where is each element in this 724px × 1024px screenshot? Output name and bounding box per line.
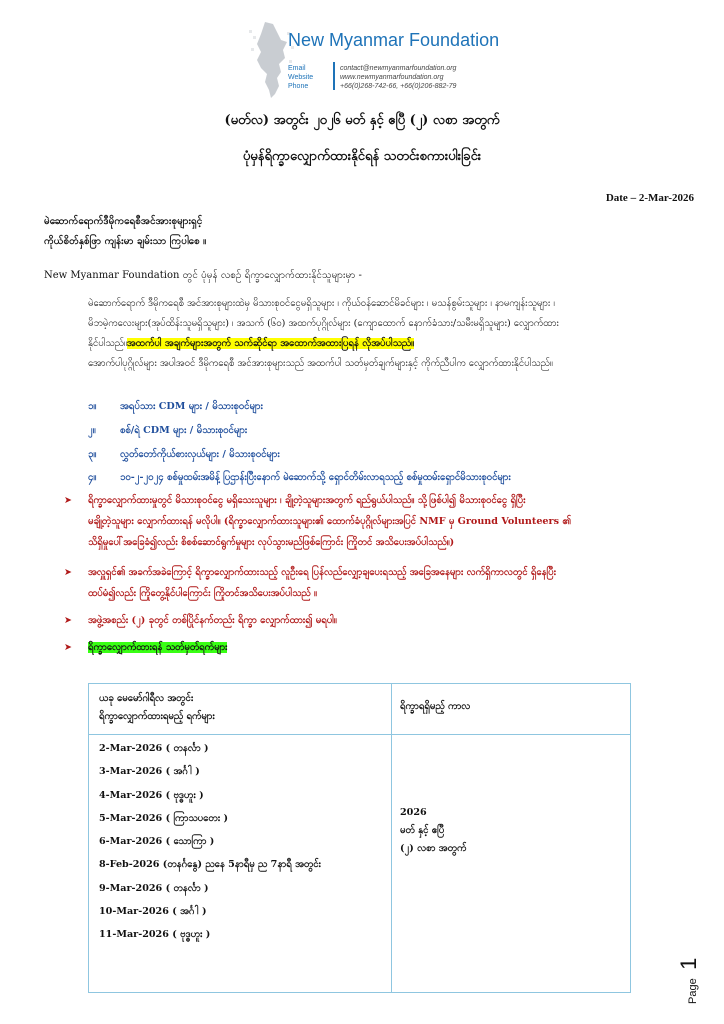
page-footer: [676, 958, 702, 1004]
intro-line: New Myanmar Foundation တွင် ပုံမှန် လစဉ် ရိက္ခာလျှောက်ထားနိုင်သူများမှာ -: [44, 270, 362, 281]
bullet-item-dates-heading: [64, 637, 704, 658]
para-line-2: မိဘမဲ့ကလေးများ(အုပ်ထိန်းသူမရှိသူများ) ၊ အသက် (၆၀) အထက်ပုဂ္ဂိုလ်များ (ကျောထောက် နောက်ခံသား/သမီးမရှိသူများ) လျှောက်ထား: [88, 318, 559, 329]
list-item-number: ၃။: [88, 449, 97, 460]
contact-divider: [333, 62, 335, 90]
ration-period-year: 2026: [400, 807, 427, 818]
page-number: 1: [676, 957, 701, 970]
table-header-dates-line-1: ယခု မေမော်ဂါရီလ အတွင်း: [99, 693, 194, 704]
arrow-bullet-icon: ➤: [64, 495, 73, 506]
bullet-2-line-2: ထပ်မံ၍လည်း ကြိုတွေ့နိုင်ပါကြောင်း ကြိုတင်အသိပေးအပ်ပါသည် ။: [88, 588, 317, 599]
list-item-text: စစ်/ရဲ CDM များ / မိသားစုဝင်များ: [120, 425, 248, 436]
list-item-text: ၁၀-၂-၂၀၂၄ စစ်မှုထမ်းအမိန့် ပြဌာန်းပြီးနောက် မဲဆောက်သို့ ရှောင်တိမ်းလာရသည့် စစ်မှုထမ်းရှောင်မိသားစုဝင်များ: [120, 472, 511, 483]
list-item-number: ၂။: [88, 425, 96, 436]
bullet-item-donor-note: [64, 562, 704, 604]
dates-heading-highlight: ရိက္ခာလျှောက်ထားရန် သတ်မှတ်ရက်များ: [88, 642, 228, 653]
arrow-bullet-icon: ➤: [64, 567, 73, 578]
bullet-2-line-1: အလှူရှင်၏ အခက်အခဲကြောင့် ရိက္ခာလျှောက်ထားသည့် လူဦးရေ ပြန်လည်လျှော့ချပေးရသည့် အခြေအနေများ လက်ရှိကာလတွင် ရှိနေပြီး: [88, 567, 557, 578]
table-header-period: ရိက္ခာရရှိမည့် ကာလ: [400, 701, 471, 712]
table-row: 5-Mar-2026 ( ကြာသပတေး ): [99, 813, 229, 824]
ration-period-months: မတ် နှင့် ဧပြီ: [400, 825, 445, 836]
table-header-dates: [99, 690, 215, 726]
contact-values: [340, 64, 456, 91]
ration-period: [400, 804, 466, 858]
table-header-dates-line-2: ရိက္ခာလျှောက်ထားရမည့် ရက်များ: [99, 711, 215, 722]
bullet-item-one-org: [64, 610, 704, 631]
eligibility-paragraph: [88, 294, 698, 374]
table-row: 4-Mar-2026 ( ဗုဒ္ဓဟူး ): [99, 790, 204, 801]
title-line-1: (မတ်လ) အတွင်း ၂၀၂၆ မတ် နှင့် ဧပြီ (၂) လစာ အတွက်: [224, 113, 500, 128]
org-name: New Myanmar Foundation: [288, 30, 500, 50]
table-row: 9-Mar-2026 ( တနင်္လာ ): [99, 883, 209, 894]
evidence-required-highlight: အထက်ပါ အချက်များအတွက် သက်ဆိုင်ရာ အထောက်အထားပြရန် လိုအပ်ပါသည်။: [126, 338, 415, 349]
ration-period-duration: (၂) လစာ အတွက်: [400, 843, 467, 854]
contact-email[interactable]: contact@newmyanmarfoundation.org: [340, 65, 457, 72]
contact-label-website: Website: [288, 74, 314, 81]
bullet-item-eligibility-note: [64, 490, 704, 553]
table-header-divider: [89, 734, 630, 735]
list-item-text: လွှတ်တော်ကိုယ်စားလှယ်များ / မိသားစုဝင်များ: [120, 449, 280, 460]
para-line-3-text: နိုင်ပါသည်။: [88, 338, 127, 349]
bullet-1-line-2: မချို့တဲ့သူများ လျှောက်ထားရန် မလိုပါ။ (ရိက္ခာလျှောက်ထားသူများ၏ ထောက်ခံပုဂ္ဂိုလ်များအပြင် NMF မှ Ground Volunteers ၏: [88, 516, 571, 527]
bullet-1-line-3: သိရှိမှုပေါ်အခြေခံ၍လည်း စိစစ်ဆောင်ရွက်မှုများ လုပ်သွားမည်ဖြစ်ကြောင်း ကြိုတင် အသိပေးအပ်ပါသည်။): [88, 537, 455, 548]
list-item: [88, 448, 280, 462]
list-item-number: ၄။: [88, 472, 97, 483]
list-item-text: အရပ်သား CDM များ / မိသားစုဝင်များ: [120, 401, 263, 412]
contact-label-email: Email: [288, 65, 306, 72]
contact-phone: +66(0)268-742-66, +66(0)206-882-79: [340, 83, 457, 90]
bullet-3-text: အဖွဲ့အစည်း (၂) ခုတွင် တစ်ပြိုင်နက်တည်း ရိက္ခာ လျှောက်ထား၍ မရပါ။: [88, 615, 337, 626]
table-row: 8-Feb-2026 (တနင်္ဂနွေ) ညနေ 5နာရီမှ ည 7နာရီ အတွင်း: [99, 859, 321, 870]
list-item: [88, 400, 263, 414]
arrow-bullet-icon: ➤: [64, 642, 73, 653]
table-row: 11-Mar-2026 ( ဗုဒ္ဓဟူး ): [99, 929, 211, 940]
table-row: 6-Mar-2026 ( သောကြာ ): [99, 836, 215, 847]
list-item: [88, 424, 247, 438]
para-line-1: မဲဆောက်ရောက် ဒီမိုကရေစီ အင်အားစုများထဲမှ မိသားစုဝင်ငွေမရှိသူများ ၊ ကိုယ်ဝန်ဆောင်မိခင်များ ၊ မသန်စွမ်းသူများ ၊ နာမကျန်းသူများ ၊: [88, 298, 555, 309]
arrow-bullet-icon: ➤: [64, 615, 73, 626]
contact-label-phone: Phone: [288, 83, 309, 90]
table-column-divider: [391, 684, 392, 992]
contact-labels: [288, 64, 313, 91]
title-line-2: ပုံမှန်ရိက္ခာလျှောက်ထားနိုင်ရန် သတင်းစကားပါးခြင်း: [242, 149, 482, 164]
salutation-line-1: မဲဆောက်ရောက်ဒီမိုကရေစီအင်အားစုများရှင့်: [44, 216, 203, 227]
contact-website[interactable]: www.newmyanmarfoundation.org: [340, 74, 444, 81]
para-line-4: အောက်ပါပုဂ္ဂိုလ်များ အပါအဝင် ဒီမိုကရေစီ အင်အားစုများသည် အထက်ပါ သတ်မှတ်ချက်များနှင့် ကိုက်ညီပါက လျှောက်ထားနိုင်ပါသည်။: [88, 358, 553, 369]
salutation-line-2: ကိုယ်စိတ်နှစ်ဖြာ ကျန်းမာ ချမ်းသာ ကြပါစေ ။: [44, 236, 207, 247]
bullet-1-line-1: ရိက္ခာလျှောက်ထားမှုတွင် မိသားစုဝင်ငွေ မရှိသေးသူများ ၊ ချို့တဲ့သူများအတွက် ရည်ရွယ်ပါသည်။ သို့ဖြစ်ပါ၍ မိသားစုဝင်ငွေ ရှိပြီး: [88, 495, 526, 506]
list-item: [88, 471, 511, 485]
table-row: 10-Mar-2026 ( အင်္ဂါ ): [99, 906, 207, 917]
table-row: 3-Mar-2026 ( အင်္ဂါ ): [99, 766, 200, 777]
para-line-3: [88, 334, 698, 354]
table-row: 2-Mar-2026 ( တနင်္လာ ): [99, 743, 209, 754]
schedule-table: [88, 683, 631, 993]
document-date: Date – 2-Mar-2026: [605, 192, 694, 204]
list-item-number: ၁။: [88, 401, 97, 412]
page-label: Page: [687, 978, 699, 1004]
